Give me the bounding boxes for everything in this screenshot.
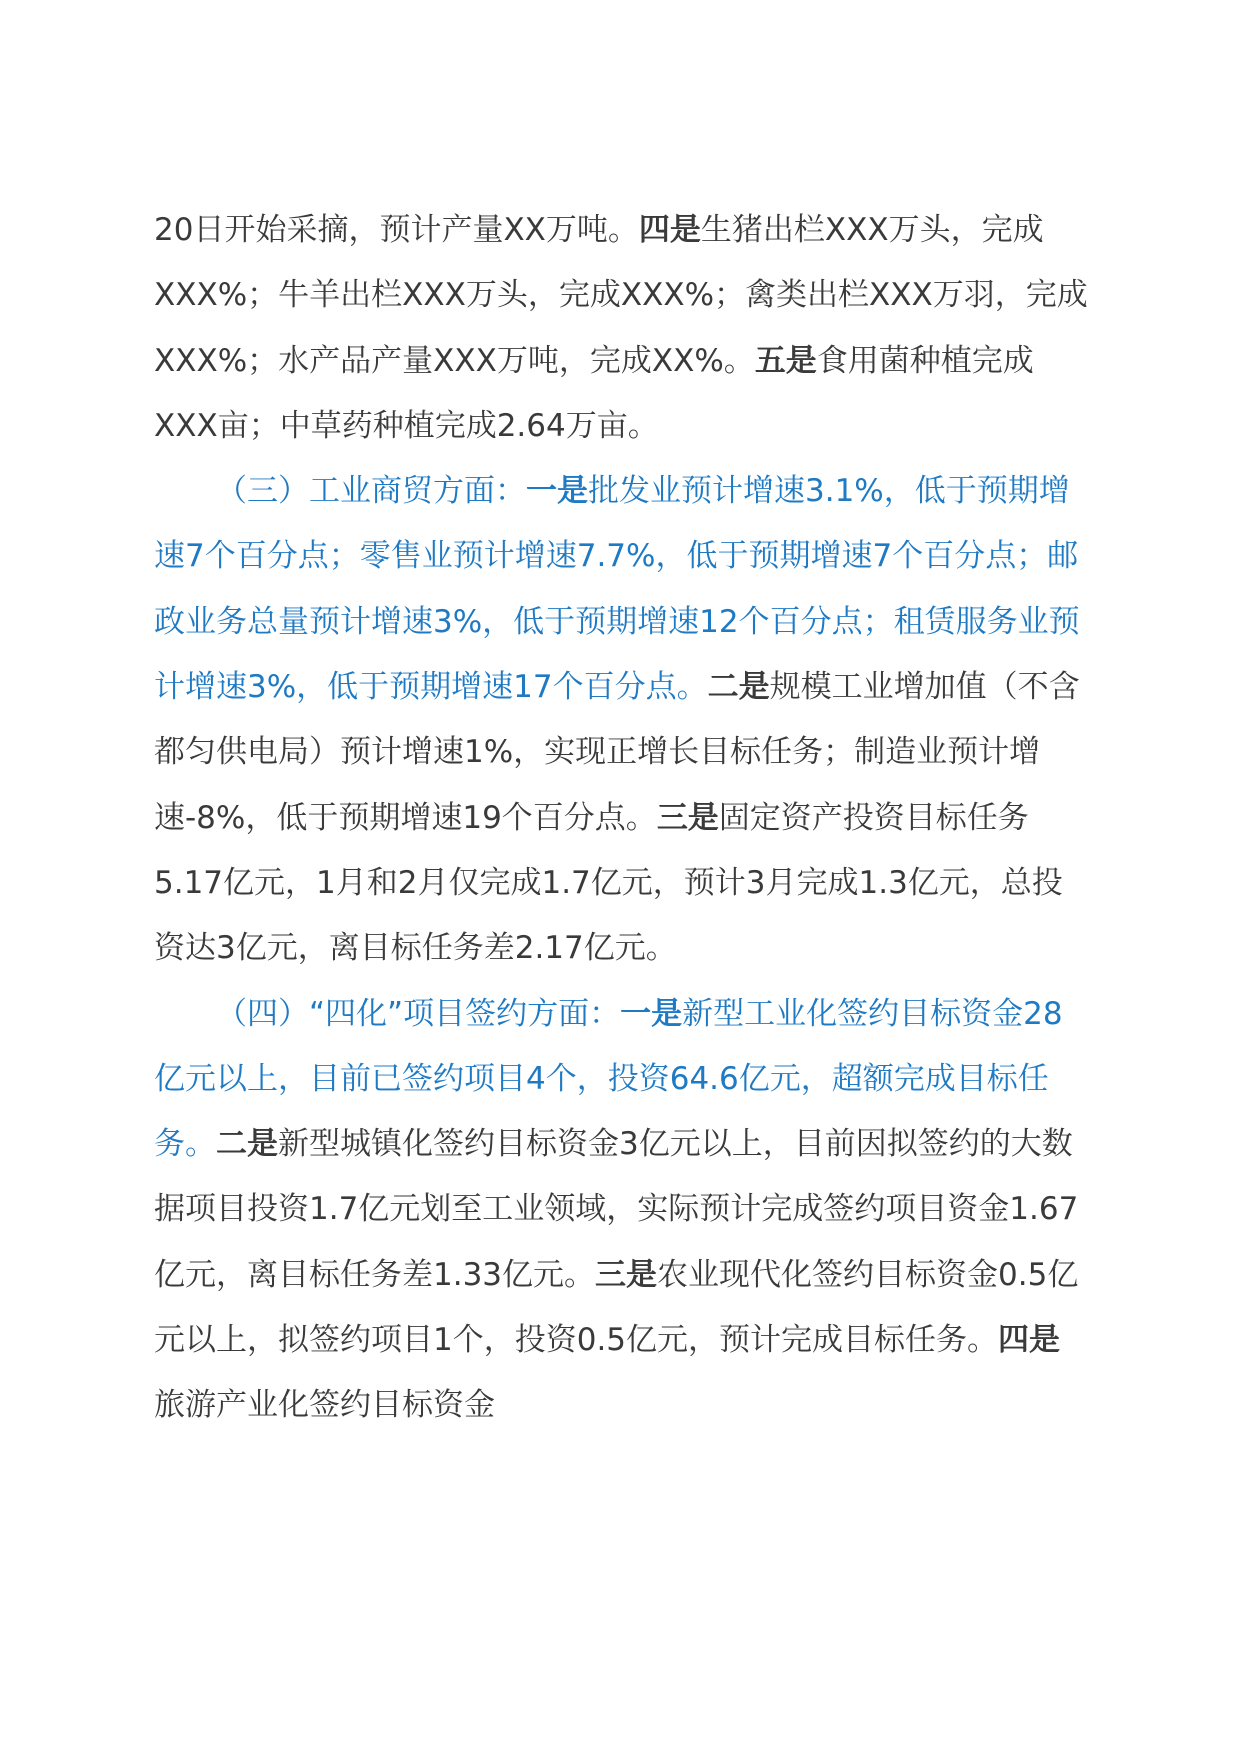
segment-bold-label: 一是: [620, 995, 683, 1032]
segment: 新型城镇化签约目标资金3亿元以上，目前因拟签约的大数据项目投资1.7亿元划至工业领域，实际预计完成签约项目资金1.67亿元，离目标任务差1.33亿元。: [154, 1126, 1079, 1293]
segment: 20日开始采摘，预计产量XX万吨。: [154, 212, 639, 248]
segment: 农业现代化签约目标资金0.5亿元以上，拟签约项目1个，投资0.5亿元，预计完成目标任务。: [154, 1256, 1079, 1359]
segment-bold-label: 四是: [638, 212, 701, 248]
segment: 旅游产业化签约目标资金: [154, 1387, 495, 1424]
segment: 规模工业增加值（不含都匀供电局）预计增速1%，实现正增长目标任务；制造业预计增速-8%，低于预期增速19个百分点。: [154, 669, 1080, 836]
segment: 固定资产投资目标任务5.17亿元，1月和2月仅完成1.7亿元，预计3月完成1.3亿元，总投资达3亿元，离目标任务差2.17亿元。: [154, 799, 1063, 967]
segment-bold-label: 二是: [707, 669, 770, 706]
document-body: [154, 198, 1090, 1439]
segment-bold-label: 五是: [754, 342, 817, 379]
segment-bold-label: 三是: [595, 1256, 658, 1293]
paragraph-industry-commerce: [154, 459, 1090, 981]
paragraph-project-signing: [154, 982, 1090, 1439]
segment-bold-label: 二是: [216, 1126, 278, 1163]
segment: 生猪出栏XXX万头，完成XXX%；牛羊出栏XXX万头，完成XXX%；禽类出栏XXX万羽，完成XXX%；水产品产量XXX万吨，完成XX%。: [154, 212, 1088, 379]
segment-bold-label: 一是: [526, 473, 588, 510]
segment: 新型工业化签约目标资金28亿元以上，目前已签约项目4个，投资64.6亿元，超额完成目标任务。: [154, 995, 1063, 1163]
paragraph-livestock: [154, 198, 1090, 459]
segment: 食用菌种植完成XXX亩；中草药种植完成2.64万亩。: [154, 342, 1034, 444]
segment-bold-label: 四是: [998, 1322, 1061, 1359]
segment-bold-label: 三是: [656, 799, 719, 836]
segment: 批发业预计增速3.1%，低于预期增速7个百分点；零售业预计增速7.7%，低于预期增速7个百分点；邮政业务总量预计增速3%，低于预期增速12个百分点；租赁服务业预计增速3%，低于预期增速17个百分点。: [154, 473, 1080, 706]
section-heading: （三）工业商贸方面：: [216, 473, 526, 510]
section-heading: （四）“四化”项目签约方面：: [216, 995, 621, 1032]
